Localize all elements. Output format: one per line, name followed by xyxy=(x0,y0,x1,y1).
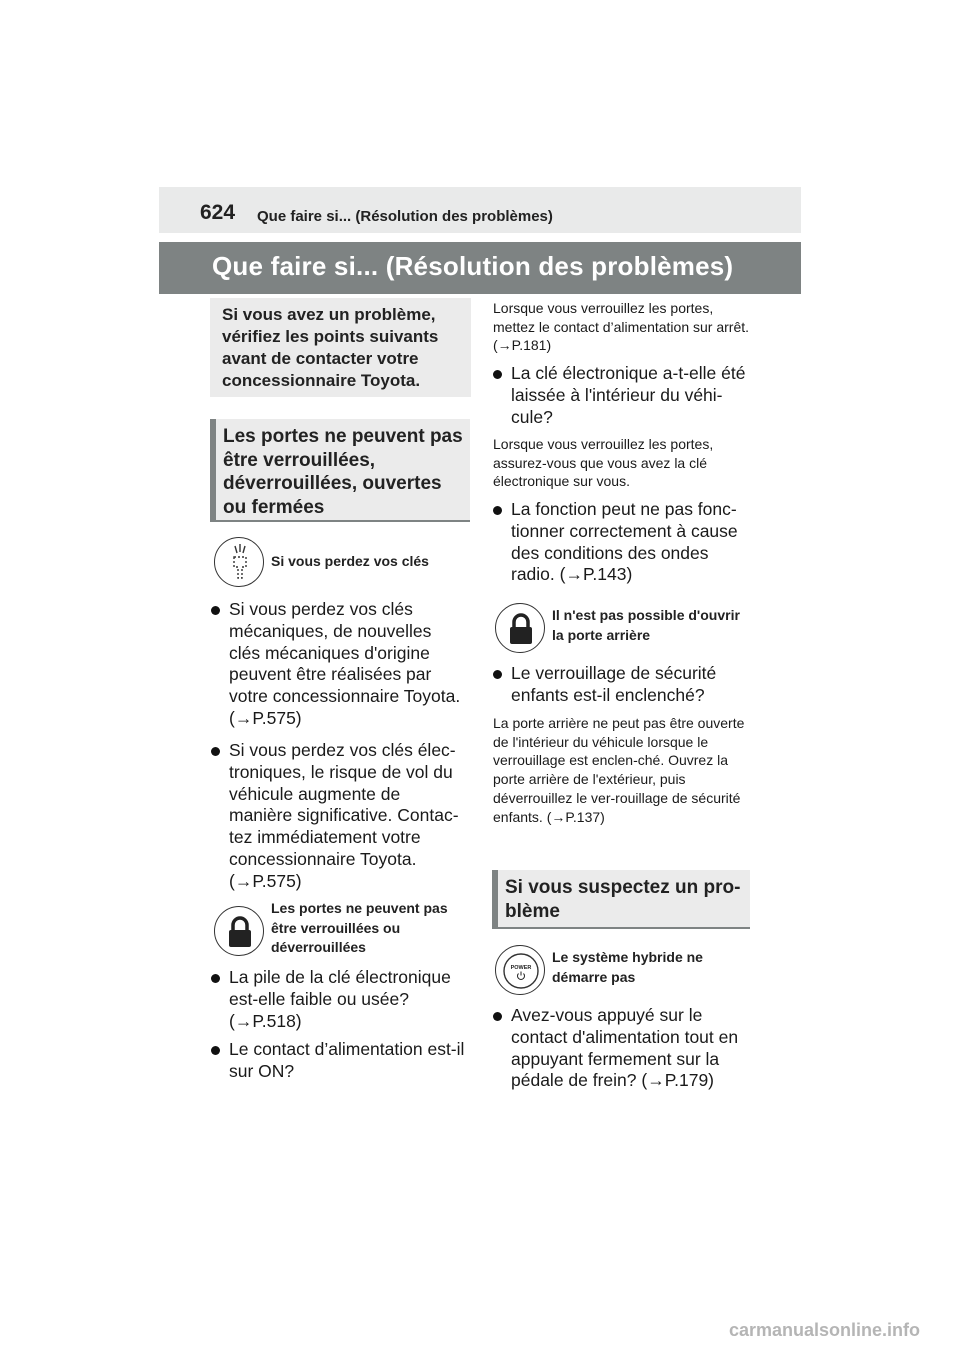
note-lock-power-off: Lorsque vous verrouillez les portes, mettez le contact d’alimentation sur arrêt. (→P.181) xyxy=(493,300,750,354)
intro-box xyxy=(210,298,471,397)
subtopic-hybrid-no-start: Le système hybride ne démarre pas xyxy=(552,949,703,985)
key-icon xyxy=(214,537,264,587)
note-child-lock: La porte arrière ne peut pas être ouverte de l'intérieur du véhicule lorsque le verrouillage est enclen-ché. Ouvrez la porte arrière de l'extérieur, puis déverrouillez le ver-rouillage de sécurité enfants. (→P.137) xyxy=(493,715,745,825)
section-heading-suspect xyxy=(492,870,750,929)
page-number: 624 xyxy=(200,201,236,224)
lock-icon xyxy=(214,906,264,956)
lock-icon xyxy=(495,603,545,653)
subtopic-rear-door: Il n'est pas possible d'ouvrir la porte arrière xyxy=(552,607,740,643)
power-button-icon xyxy=(495,945,545,995)
power-button-text: POWER xyxy=(510,965,532,971)
running-title: Que faire si... (Résolution des problèmes) xyxy=(257,208,553,225)
chapter-title: Que faire si... (Résolution des problèmes) xyxy=(212,251,734,281)
intro-text: Si vous avez un problème, vérifiez les points suivants avant de contacter votre concessionnaire Toyota. xyxy=(222,305,439,390)
section-heading-doors xyxy=(210,419,470,522)
note-carry-key: Lorsque vous verrouillez les portes, assurez-vous que vous avez la clé électronique sur vous. xyxy=(493,436,714,490)
section-heading-doors-text: Les portes ne peuvent pas être verrouillées, déverrouillées, ouvertes ou fermées xyxy=(223,426,463,518)
section-heading-suspect-text: Si vous suspectez un pro-blème xyxy=(505,877,741,922)
watermark: carmanualsonline.info xyxy=(728,1320,920,1340)
subtopic-cannot-lock: Les portes ne peuvent pas être verrouillées ou déverrouillées xyxy=(271,900,448,955)
subtopic-lost-keys: Si vous perdez vos clés xyxy=(271,553,429,569)
